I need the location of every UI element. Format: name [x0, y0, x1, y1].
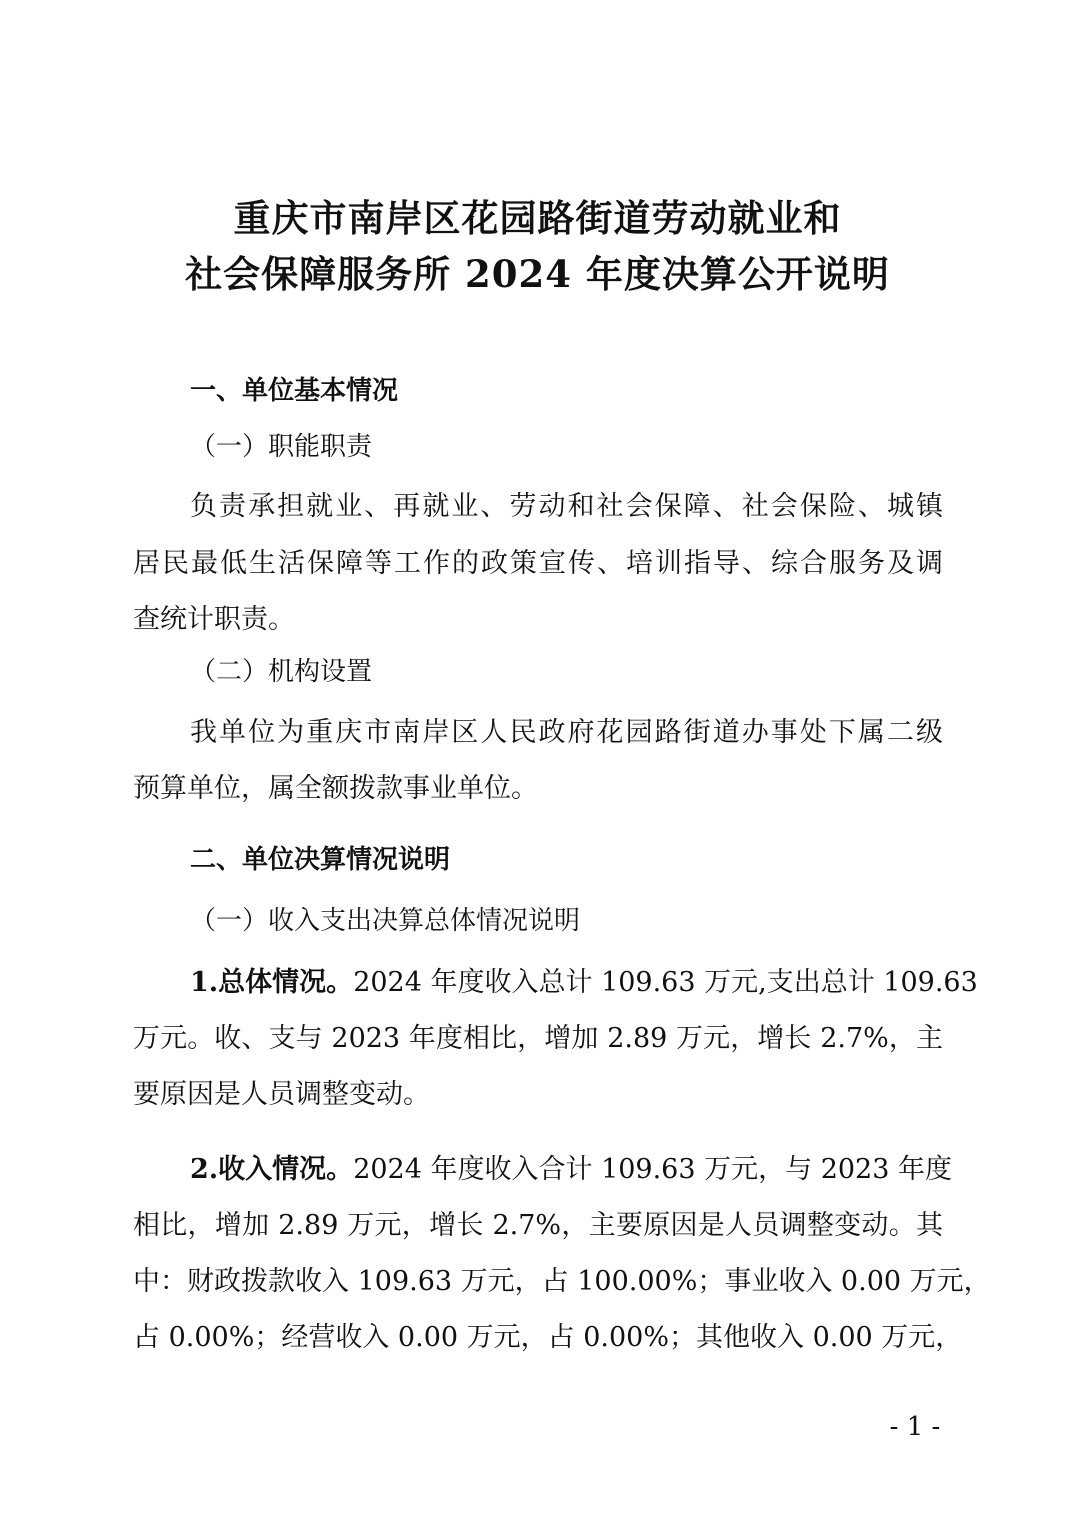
overall-situation-line-1 — [190, 960, 978, 999]
document-title-line-1: 重庆市南岸区花园路街道劳动就业和 — [233, 196, 842, 240]
page-number: - 1 - — [889, 1412, 941, 1442]
overall-situation-line-2: 万元。收、支与 2023 年度相比，增加 2.89 万元，增长 2.7%，主 — [133, 1023, 943, 1054]
subheading-functions: （一）职能职责 — [190, 432, 373, 462]
income-situation-line-4: 占 0.00%；经营收入 0.00 万元，占 0.00%；其他收入 0.00 万元， — [133, 1322, 963, 1353]
overall-situation-lead: 1.总体情况。 — [190, 967, 354, 998]
section-heading-1: 一、单位基本情况 — [190, 376, 399, 406]
income-situation-line-2: 相比，增加 2.89 万元，增长 2.7%，主要原因是人员调整变动。其 — [133, 1210, 943, 1241]
income-situation-line-1 — [190, 1147, 952, 1186]
paragraph-organization-line-2: 预算单位，属全额拨款事业单位。 — [133, 773, 538, 804]
paragraph-functions-line-1: 负责承担就业、再就业、劳动和社会保障、社会保险、城镇 — [190, 491, 943, 522]
paragraph-functions-line-2: 居民最低生活保障等工作的政策宣传、培训指导、综合服务及调 — [133, 548, 943, 579]
overall-situation-line-3: 要原因是人员调整变动。 — [133, 1079, 430, 1110]
income-situation-lead: 2.收入情况。 — [190, 1154, 354, 1185]
income-situation-line-3: 中：财政拨款收入 109.63 万元，占 100.00%；事业收入 0.00 万元， — [133, 1266, 991, 1297]
overall-situation-text: 2024 年度收入总计 109.63 万元,支出总计 109.63 — [353, 967, 978, 998]
paragraph-organization-line-1: 我单位为重庆市南岸区人民政府花园路街道办事处下属二级 — [190, 717, 943, 748]
subheading-overview: （一）收入支出决算总体情况说明 — [190, 906, 581, 936]
subheading-organization: （二）机构设置 — [190, 657, 373, 687]
paragraph-functions-line-3: 查统计职责。 — [133, 604, 295, 635]
section-heading-2: 二、单位决算情况说明 — [190, 845, 451, 875]
document-title-line-2: 社会保障服务所 2024 年度决算公开说明 — [185, 252, 890, 296]
income-situation-text: 2024 年度收入合计 109.63 万元，与 2023 年度 — [353, 1154, 952, 1185]
